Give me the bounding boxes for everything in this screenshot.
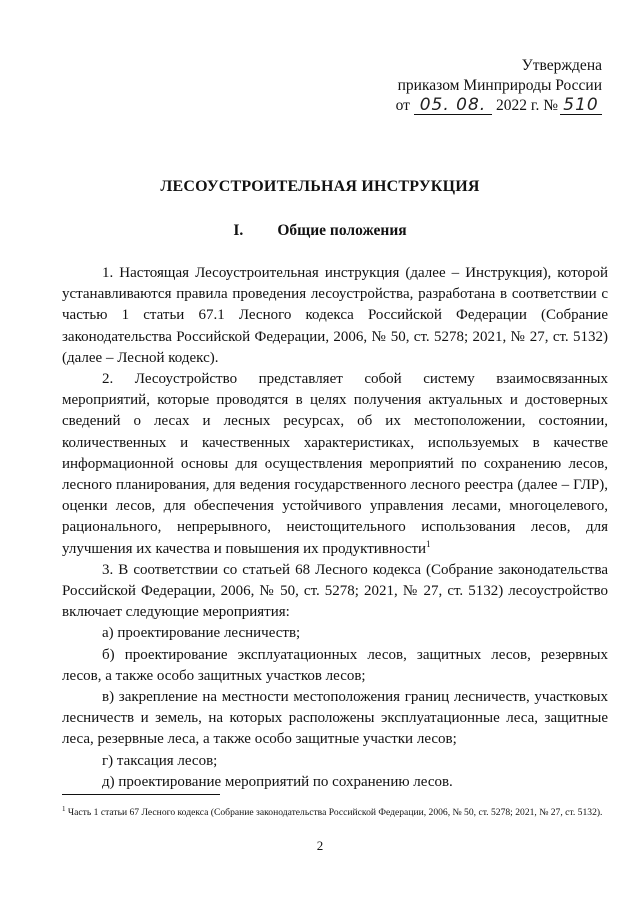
paragraph-3: 3. В соответствии со статьей 68 Лесного кодекса (Собрание законодательства Российской Федерации, 2006, № 50, ст. 5278; 2021, № 27, ст. 5132) лесоустройство включает следующие мероприятия: <box>62 561 608 621</box>
paragraph-2 <box>62 369 608 560</box>
paragraph-1: 1. Настоящая Лесоустроительная инструкция (далее – Инструкция), которой устанавливаются правила проведения лесоустройства, разработана в соответствии с частью 1 статьи 67.1 Лесного кодекса Российской Федерации (Собрание законодательства Российской Федерации, 2006, № 50, ст. 5278; 2021, № 27, ст. 5132) (далее – Лесной кодекс). <box>62 265 608 366</box>
footnote-divider <box>62 794 220 795</box>
list-item-c: в) закрепление на местности местоположения границ лесничеств, участковых лесничеств и земель, на которых расположены эксплуатационные леса, защитные леса, резервные леса, а также особо защитные участки лесов; <box>62 689 608 748</box>
handwritten-number: 510 <box>563 95 599 115</box>
from-label: от <box>395 97 410 114</box>
section-number: I. <box>233 222 244 239</box>
document-title: ЛЕСОУСТРОИТЕЛЬНАЯ ИНСТРУКЦИЯ <box>160 178 480 195</box>
list-item-a: а) проектирование лесничеств; <box>102 625 301 642</box>
approval-block <box>396 56 602 116</box>
footnote <box>62 802 608 821</box>
list-item-e: д) проектирование мероприятий по сохранению лесов. <box>102 773 453 790</box>
list-item-b: б) проектирование эксплуатационных лесов, защитных лесов, резервных лесов, а также особо защитных участков лесов; <box>62 646 608 684</box>
approval-line-approved: Утверждена <box>521 57 602 74</box>
approval-line-order: приказом Минприроды России <box>397 77 602 94</box>
year: 2022 г. <box>495 97 540 114</box>
page-number: 2 <box>316 838 324 853</box>
paragraph-2-text: 2. Лесоустройство представляет собой систему взаимосвязанных мероприятий, которые проводятся в целях получения актуальных и достоверных сведений о лесах и лесных ресурсах, об их местоположении, состоянии, количественных и качественных характеристиках, используемых в качестве информационной основы для осуществления мероприятий по сохранению лесов, лесного планирования, для ведения государственного лесного реестра (далее – ГЛР), оценки лесов, для обеспечения устойчивого управления лесами, многоцелевого, рационального, непрерывного, неистощительного использования лесов, для улучшения их качества и повышения их продуктивности <box>62 371 608 557</box>
footnote-reference: 1 <box>426 538 431 549</box>
document-body <box>62 263 608 793</box>
footnote-marker: 1 <box>62 805 66 813</box>
footnote-text: Часть 1 статьи 67 Лесного кодекса (Собрание законодательства Российской Федерации, 2006, № 50, ст. 5278; 2021, № 27, ст. 5132). <box>67 807 603 819</box>
approval-line-date <box>396 96 602 116</box>
list-item-d: г) таксация лесов; <box>102 752 218 769</box>
number-sign: № <box>543 97 558 114</box>
handwritten-date: 05. 08. <box>419 95 487 115</box>
section-title: Общие положения <box>277 222 407 239</box>
section-heading <box>0 222 640 240</box>
